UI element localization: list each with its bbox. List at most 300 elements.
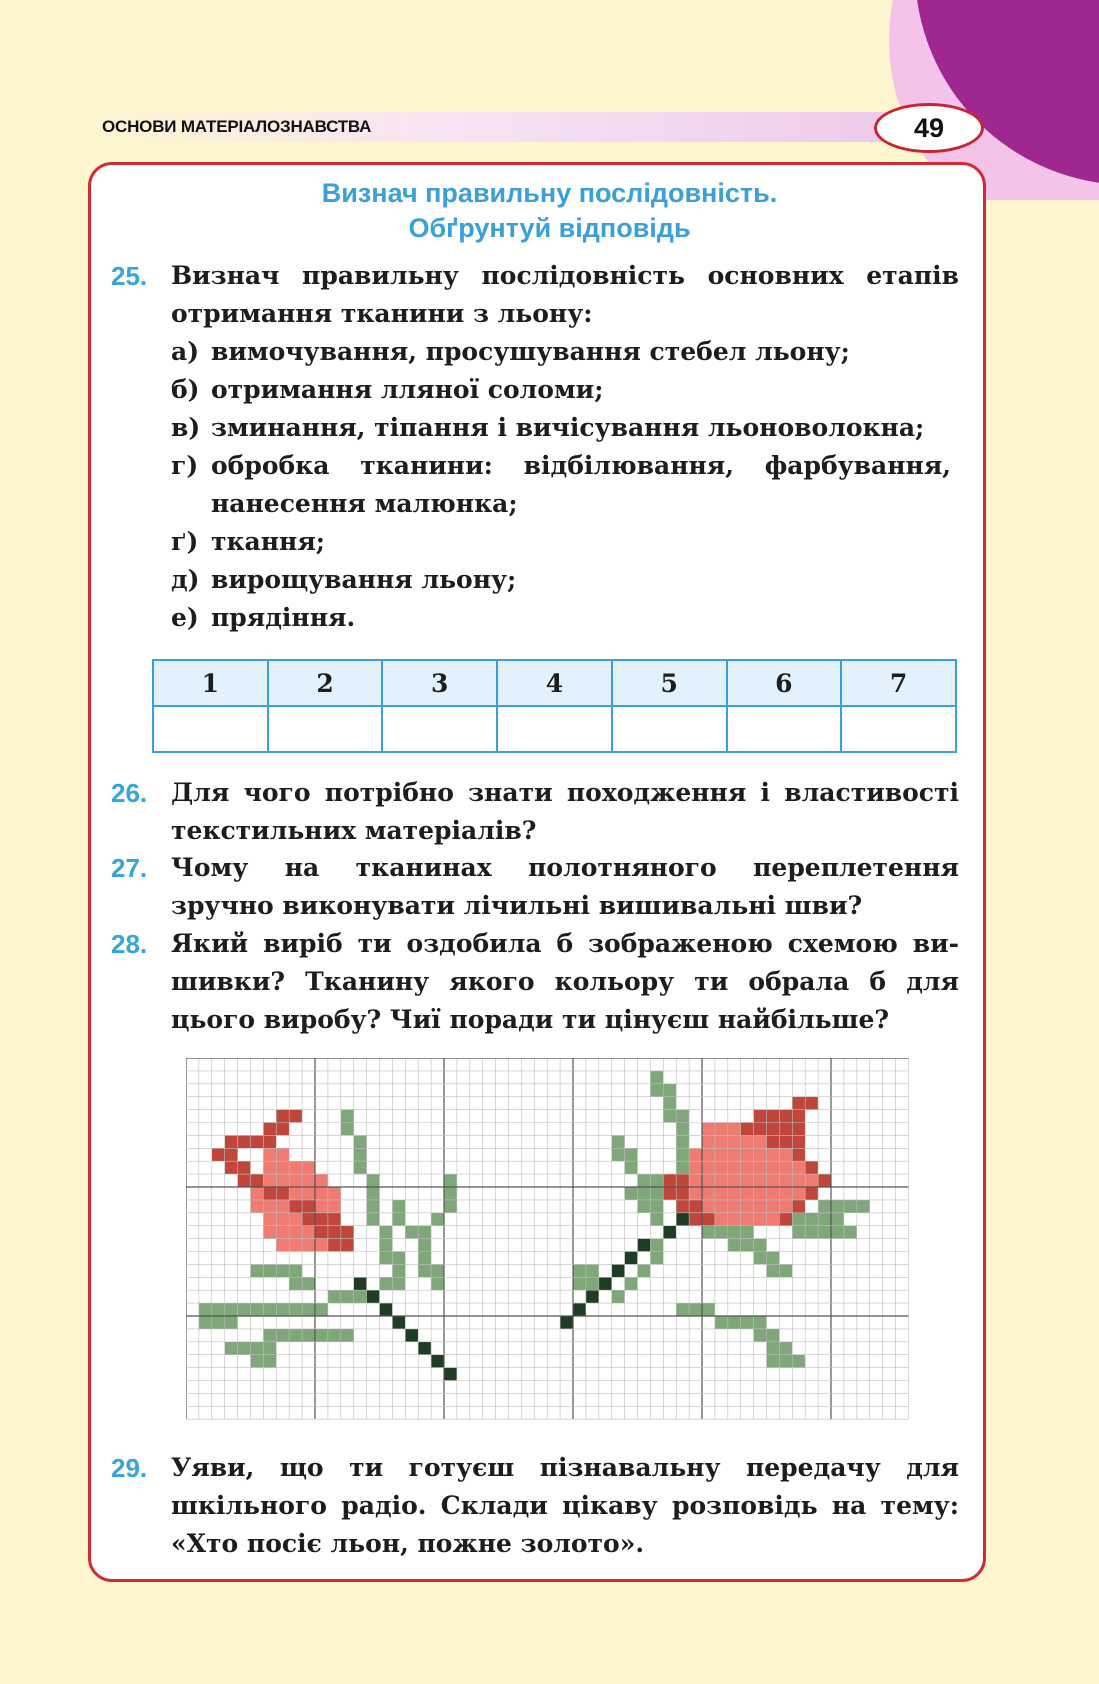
leaf-stitch <box>586 1264 599 1277</box>
task28-line-2: шивки? Тканину якого кольору ти обрала б для <box>171 967 959 996</box>
task27-line-1: Чому на тканинах полотняного переплетення <box>171 853 959 882</box>
leaf-stitch <box>638 1200 651 1213</box>
leaf-stitch <box>302 1303 315 1316</box>
leaf-stitch <box>418 1226 431 1239</box>
leaf-stitch <box>650 1213 663 1226</box>
leaf-stitch <box>805 1226 818 1239</box>
petal-shade-stitch <box>792 1097 805 1110</box>
task25-line-1: Визнач правильну послідовність основних етапів <box>171 261 959 290</box>
petal-stitch <box>276 1226 289 1239</box>
petal-stitch <box>728 1213 741 1226</box>
petal-stitch <box>779 1200 792 1213</box>
petal-stitch <box>251 1200 264 1213</box>
task29-line-1: Уяви, що ти готуєш пізнавальну передачу для <box>171 1453 959 1482</box>
leaf-stitch <box>392 1252 405 1265</box>
petal-shade-stitch <box>676 1200 689 1213</box>
leaf-stitch <box>263 1342 276 1355</box>
leaf-stitch <box>805 1213 818 1226</box>
option-text: ткання; <box>211 527 326 556</box>
petal-stitch <box>741 1135 754 1148</box>
petal-stitch <box>767 1161 780 1174</box>
stem-stitch <box>380 1303 393 1316</box>
petal-shade-stitch <box>276 1110 289 1123</box>
leaf-stitch <box>728 1226 741 1239</box>
petal-shade-stitch <box>663 1187 676 1200</box>
option-e <box>171 599 355 637</box>
leaf-stitch <box>831 1213 844 1226</box>
title-line-1: Визнач правильну послідовність. <box>321 178 778 208</box>
leaf-stitch <box>650 1071 663 1084</box>
option-b <box>171 371 603 409</box>
leaf-stitch <box>392 1277 405 1290</box>
petal-shade-stitch <box>767 1123 780 1136</box>
petal-shade-stitch <box>225 1161 238 1174</box>
petal-shade-stitch <box>225 1135 238 1148</box>
leaf-stitch <box>663 1084 676 1097</box>
petal-stitch <box>715 1187 728 1200</box>
leaf-stitch <box>676 1161 689 1174</box>
petal-stitch <box>289 1239 302 1252</box>
leaf-stitch <box>844 1200 857 1213</box>
task-number-27: 27. <box>111 853 148 883</box>
table-header-cell: 3 <box>382 660 497 706</box>
leaf-stitch <box>625 1277 638 1290</box>
petal-shade-stitch <box>315 1226 328 1239</box>
stem-stitch <box>367 1290 380 1303</box>
petal-stitch <box>302 1161 315 1174</box>
leaf-stitch <box>444 1174 457 1187</box>
leaf-stitch <box>728 1239 741 1252</box>
leaf-stitch <box>728 1316 741 1329</box>
table-header-cell: 1 <box>153 660 268 706</box>
option-d <box>171 561 516 599</box>
task25-line-2: отримання тканини з льону: <box>171 299 593 328</box>
leaf-stitch <box>625 1161 638 1174</box>
leaf-stitch <box>676 1148 689 1161</box>
leaf-stitch <box>392 1200 405 1213</box>
petal-stitch <box>276 1174 289 1187</box>
petal-shade-stitch <box>676 1174 689 1187</box>
leaf-stitch <box>857 1200 870 1213</box>
stem-stitch <box>354 1277 367 1290</box>
leaf-stitch <box>289 1277 302 1290</box>
leaf-stitch <box>638 1264 651 1277</box>
petal-stitch <box>715 1148 728 1161</box>
stem-stitch <box>676 1213 689 1226</box>
option-h <box>171 447 959 485</box>
task-number-25: 25. <box>111 261 148 291</box>
embroidery-pattern <box>186 1058 910 1423</box>
petal-shade-stitch <box>767 1110 780 1123</box>
leaf-stitch <box>444 1187 457 1200</box>
petal-stitch <box>702 1123 715 1136</box>
petal-stitch <box>276 1148 289 1161</box>
leaf-stitch <box>638 1187 651 1200</box>
stem-stitch <box>431 1355 444 1368</box>
petal-shade-stitch <box>805 1161 818 1174</box>
petal-stitch <box>779 1161 792 1174</box>
leaf-stitch <box>818 1200 831 1213</box>
petal-stitch <box>728 1148 741 1161</box>
petal-stitch <box>715 1135 728 1148</box>
leaf-stitch <box>341 1123 354 1136</box>
leaf-stitch <box>612 1135 625 1148</box>
leaf-stitch <box>263 1264 276 1277</box>
leaf-stitch <box>612 1290 625 1303</box>
petal-stitch <box>702 1174 715 1187</box>
leaf-stitch <box>251 1342 264 1355</box>
option-letter: е) <box>171 603 199 632</box>
leaf-stitch <box>302 1329 315 1342</box>
leaf-stitch <box>418 1252 431 1265</box>
petal-stitch <box>715 1174 728 1187</box>
leaf-stitch <box>225 1342 238 1355</box>
leaf-stitch <box>225 1316 238 1329</box>
leaf-stitch <box>341 1329 354 1342</box>
leaf-stitch <box>586 1277 599 1290</box>
petal-shade-stitch <box>238 1161 251 1174</box>
leaf-stitch <box>431 1264 444 1277</box>
option-a <box>171 333 850 371</box>
table-header-cell: 2 <box>268 660 383 706</box>
leaf-stitch <box>405 1226 418 1239</box>
petal-stitch <box>689 1161 702 1174</box>
stem-stitch <box>418 1342 431 1355</box>
leaf-stitch <box>289 1264 302 1277</box>
leaf-stitch <box>779 1264 792 1277</box>
petal-shade-stitch <box>328 1226 341 1239</box>
petal-shade-stitch <box>238 1174 251 1187</box>
leaf-stitch <box>741 1316 754 1329</box>
leaf-stitch <box>818 1213 831 1226</box>
petal-stitch <box>702 1161 715 1174</box>
answer-table <box>152 659 957 753</box>
petal-stitch <box>754 1135 767 1148</box>
stem-stitch <box>560 1316 573 1329</box>
leaf-stitch <box>212 1316 225 1329</box>
petal-stitch <box>302 1226 315 1239</box>
leaf-stitch <box>238 1303 251 1316</box>
petal-shade-stitch <box>276 1123 289 1136</box>
leaf-stitch <box>831 1226 844 1239</box>
petal-stitch <box>315 1200 328 1213</box>
petal-stitch <box>276 1200 289 1213</box>
leaf-stitch <box>767 1264 780 1277</box>
leaf-stitch <box>767 1329 780 1342</box>
petal-shade-stitch <box>238 1135 251 1148</box>
petal-stitch <box>315 1174 328 1187</box>
petal-shade-stitch <box>328 1213 341 1226</box>
leaf-stitch <box>367 1174 380 1187</box>
petal-stitch <box>741 1148 754 1161</box>
petal-stitch <box>276 1239 289 1252</box>
petal-stitch <box>741 1187 754 1200</box>
petal-stitch <box>689 1148 702 1161</box>
petal-shade-stitch <box>792 1148 805 1161</box>
leaf-stitch <box>663 1097 676 1110</box>
petal-stitch <box>767 1148 780 1161</box>
petal-stitch <box>754 1200 767 1213</box>
leaf-stitch <box>573 1264 586 1277</box>
stem-stitch <box>663 1226 676 1239</box>
petal-stitch <box>289 1161 302 1174</box>
petal-shade-stitch <box>341 1226 354 1239</box>
leaf-stitch <box>650 1084 663 1097</box>
table-answer-row <box>153 706 956 752</box>
answer-cell <box>497 706 612 752</box>
petal-shade-stitch <box>792 1200 805 1213</box>
leaf-stitch <box>367 1200 380 1213</box>
leaf-stitch <box>199 1303 212 1316</box>
petal-shade-stitch <box>212 1148 225 1161</box>
leaf-stitch <box>625 1148 638 1161</box>
leaf-stitch <box>199 1316 212 1329</box>
leaf-stitch <box>650 1252 663 1265</box>
petal-stitch <box>328 1200 341 1213</box>
petal-stitch <box>779 1148 792 1161</box>
petal-shade-stitch <box>741 1123 754 1136</box>
leaf-stitch <box>844 1226 857 1239</box>
option-g <box>171 523 325 561</box>
option-letter: д) <box>171 565 200 594</box>
petal-stitch <box>715 1213 728 1226</box>
option-letter: а) <box>171 337 200 366</box>
stem-stitch <box>612 1264 625 1277</box>
petal-stitch <box>715 1161 728 1174</box>
petal-shade-stitch <box>302 1200 315 1213</box>
petal-shade-stitch <box>779 1213 792 1226</box>
petal-shade-stitch <box>767 1135 780 1148</box>
petal-stitch <box>315 1239 328 1252</box>
leaf-stitch <box>444 1200 457 1213</box>
petal-stitch <box>728 1174 741 1187</box>
leaf-stitch <box>238 1342 251 1355</box>
petal-shade-stitch <box>779 1123 792 1136</box>
answer-cell <box>382 706 497 752</box>
leaf-stitch <box>625 1187 638 1200</box>
petal-stitch <box>741 1200 754 1213</box>
answer-cell <box>727 706 842 752</box>
leaf-stitch <box>612 1148 625 1161</box>
leaf-stitch <box>638 1174 651 1187</box>
section-header: ОСНОВИ МАТЕРІАЛОЗНАВСТВА <box>102 117 372 136</box>
leaf-stitch <box>767 1252 780 1265</box>
petal-stitch <box>754 1213 767 1226</box>
petal-stitch <box>263 1161 276 1174</box>
petal-shade-stitch <box>276 1187 289 1200</box>
petal-stitch <box>715 1200 728 1213</box>
leaf-stitch <box>367 1213 380 1226</box>
petal-shade-stitch <box>689 1213 702 1226</box>
petal-shade-stitch <box>754 1123 767 1136</box>
option-text: прядіння. <box>211 603 356 632</box>
task27-line-2: зручно виконувати лічильні вишивальні шви? <box>171 891 863 920</box>
leaf-stitch <box>767 1355 780 1368</box>
table-header-row <box>153 660 956 706</box>
petal-shade-stitch <box>702 1213 715 1226</box>
stem-stitch <box>405 1329 418 1342</box>
petal-shade-stitch <box>315 1213 328 1226</box>
petal-stitch <box>728 1123 741 1136</box>
petal-shade-stitch <box>289 1110 302 1123</box>
petal-stitch <box>779 1187 792 1200</box>
petal-shade-stitch <box>792 1110 805 1123</box>
leaf-stitch <box>380 1226 393 1239</box>
petal-stitch <box>702 1200 715 1213</box>
leaf-stitch <box>676 1110 689 1123</box>
leaf-stitch <box>276 1264 289 1277</box>
petal-stitch <box>289 1226 302 1239</box>
leaf-stitch <box>754 1329 767 1342</box>
leaf-stitch <box>263 1303 276 1316</box>
petal-stitch <box>289 1213 302 1226</box>
leaf-stitch <box>792 1226 805 1239</box>
stem-stitch <box>392 1316 405 1329</box>
petal-stitch <box>302 1239 315 1252</box>
option-letter: ґ) <box>171 527 199 556</box>
petal-shade-stitch <box>805 1097 818 1110</box>
leaf-stitch <box>315 1303 328 1316</box>
leaf-stitch <box>741 1226 754 1239</box>
petal-shade-stitch <box>225 1148 238 1161</box>
leaf-stitch <box>328 1290 341 1303</box>
option-h-continued: нанесення малюнка; <box>211 489 518 518</box>
leaf-stitch <box>380 1252 393 1265</box>
petal-stitch <box>767 1200 780 1213</box>
petal-stitch <box>263 1174 276 1187</box>
petal-stitch <box>767 1187 780 1200</box>
leaf-stitch <box>663 1110 676 1123</box>
answer-cell <box>841 706 956 752</box>
option-text: вимочування, просушування стебел льону; <box>211 337 850 366</box>
petal-stitch <box>276 1161 289 1174</box>
page-number: 49 <box>874 103 984 153</box>
stem-stitch <box>599 1277 612 1290</box>
petal-stitch <box>702 1148 715 1161</box>
petal-stitch <box>302 1187 315 1200</box>
option-text: отримання лляної соломи; <box>211 375 604 404</box>
petal-shade-stitch <box>328 1239 341 1252</box>
leaf-stitch <box>650 1239 663 1252</box>
table-header-cell: 4 <box>497 660 612 706</box>
leaf-stitch <box>792 1355 805 1368</box>
leaf-stitch <box>392 1213 405 1226</box>
leaf-stitch <box>754 1239 767 1252</box>
leaf-stitch <box>676 1303 689 1316</box>
leaf-stitch <box>212 1303 225 1316</box>
leaf-stitch <box>754 1252 767 1265</box>
petal-stitch <box>276 1213 289 1226</box>
leaf-stitch <box>302 1277 315 1290</box>
leaf-stitch <box>251 1264 264 1277</box>
table-header-cell: 5 <box>612 660 727 706</box>
petal-stitch <box>728 1161 741 1174</box>
leaf-stitch <box>341 1110 354 1123</box>
petal-stitch <box>754 1148 767 1161</box>
petal-stitch <box>779 1174 792 1187</box>
option-letter: в) <box>171 413 201 442</box>
petal-stitch <box>715 1123 728 1136</box>
petal-stitch <box>741 1161 754 1174</box>
petal-stitch <box>689 1174 702 1187</box>
petal-stitch <box>792 1187 805 1200</box>
leaf-stitch <box>818 1226 831 1239</box>
stem-stitch <box>586 1290 599 1303</box>
task29-line-2: шкільного радіо. Склади цікаву розповідь на тему: <box>171 1491 959 1520</box>
petal-stitch <box>702 1135 715 1148</box>
leaf-stitch <box>715 1226 728 1239</box>
option-letter: г) <box>171 451 199 480</box>
title-line-2: Обґрунтуй відповідь <box>408 213 691 243</box>
leaf-stitch <box>418 1264 431 1277</box>
stem-stitch <box>625 1252 638 1265</box>
leaf-stitch <box>263 1329 276 1342</box>
leaf-stitch <box>341 1290 354 1303</box>
petal-stitch <box>754 1161 767 1174</box>
stem-stitch <box>638 1239 651 1252</box>
petal-stitch <box>728 1135 741 1148</box>
leaf-stitch <box>650 1174 663 1187</box>
leaf-stitch <box>276 1329 289 1342</box>
task-number-28: 28. <box>111 929 148 959</box>
task26-line-2: текстильних матеріалів? <box>171 816 537 845</box>
table-header-cell: 6 <box>727 660 842 706</box>
petal-shade-stitch <box>289 1200 302 1213</box>
petal-shade-stitch <box>302 1213 315 1226</box>
leaf-stitch <box>380 1277 393 1290</box>
petal-stitch <box>263 1226 276 1239</box>
leaf-stitch <box>650 1200 663 1213</box>
petal-stitch <box>767 1213 780 1226</box>
petal-stitch <box>328 1187 341 1200</box>
leaf-stitch <box>779 1355 792 1368</box>
leaf-stitch <box>354 1290 367 1303</box>
leaf-stitch <box>315 1329 328 1342</box>
option-letter: б) <box>171 375 200 404</box>
petal-stitch <box>702 1187 715 1200</box>
task28-line-1: Який виріб ти оздобила б зображеною схемою ви- <box>171 929 959 958</box>
petal-stitch <box>251 1187 264 1200</box>
petal-shade-stitch <box>251 1174 264 1187</box>
leaf-stitch <box>676 1135 689 1148</box>
petal-shade-stitch <box>251 1135 264 1148</box>
petal-shade-stitch <box>263 1187 276 1200</box>
petal-stitch <box>315 1187 328 1200</box>
petal-shade-stitch <box>754 1110 767 1123</box>
leaf-stitch <box>225 1303 238 1316</box>
leaf-stitch <box>741 1239 754 1252</box>
leaf-stitch <box>702 1226 715 1239</box>
petal-shade-stitch <box>792 1135 805 1148</box>
option-text: обробка тканини: відбілювання, фарбування, <box>211 451 951 480</box>
petal-stitch <box>728 1200 741 1213</box>
leaf-stitch <box>431 1213 444 1226</box>
leaf-stitch <box>767 1342 780 1355</box>
leaf-stitch <box>367 1187 380 1200</box>
petal-stitch <box>689 1187 702 1200</box>
petal-shade-stitch <box>263 1123 276 1136</box>
leaf-stitch <box>289 1303 302 1316</box>
leaf-stitch <box>779 1342 792 1355</box>
leaf-stitch <box>276 1303 289 1316</box>
petal-stitch <box>302 1174 315 1187</box>
leaf-stitch <box>289 1329 302 1342</box>
task-number-29: 29. <box>111 1453 148 1483</box>
petal-stitch <box>805 1174 818 1187</box>
leaf-stitch <box>251 1303 264 1316</box>
leaf-stitch <box>573 1277 586 1290</box>
leaf-stitch <box>715 1316 728 1329</box>
